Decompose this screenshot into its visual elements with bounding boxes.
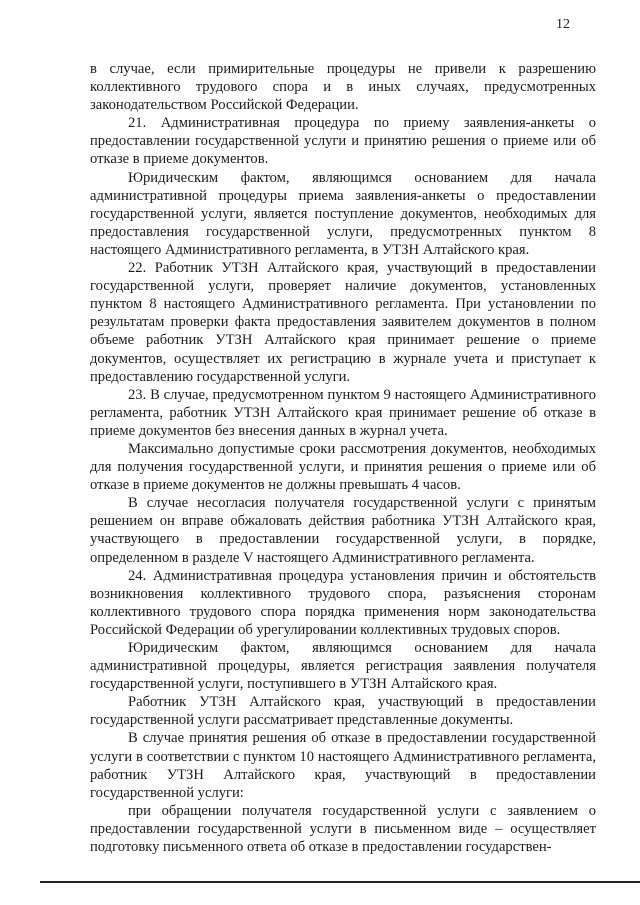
- paragraph: В случае принятия решения об отказе в предоставлении государственной услуги в соответствии с пунктом 10 настоящего Административного регламента, работник УТЗН Алтайского края, участвующий в предоставлении государственной услуги:: [90, 730, 596, 801]
- page-bottom-rule: [40, 881, 640, 883]
- paragraph: В случае несогласия получателя государственной услуги с принятым решением он вправе обжаловать действия работника УТЗН Алтайского края, участвующего в предоставлении государственной услуги, в порядке, определенном в разделе V настоящего Административного регламента.: [90, 495, 596, 566]
- paragraph: 21. Административная процедура по приему заявления-анкеты о предоставлении государственной услуги и принятию решения о приеме или об отказе в приеме документов.: [90, 115, 596, 168]
- paragraph: 22. Работник УТЗН Алтайского края, участвующий в предоставлении государственной услуги, проверяет наличие документов, установленных пунктом 8 настоящего Административного регламента. При установлении по результатам проверки факта предоставления заявителем документов в полном объеме работник УТЗН Алтайского края принимает решение о приеме документов, осуществляет их регистрацию в журнале учета и приступает к предоставлению государственной услуги.: [90, 260, 596, 385]
- paragraph: Максимально допустимые сроки рассмотрения документов, необходимых для получения государственной услуги, и принятия решения о приеме или об отказе в приеме документов не должны превышать 4 часов.: [90, 440, 596, 494]
- page-number: 12: [556, 17, 570, 32]
- paragraph: 23. В случае, предусмотренном пунктом 9 настоящего Административного регламента, работник УТЗН Алтайского края принимает решение об отказе в приеме документов без внесения данных в журнал учета.: [90, 386, 596, 439]
- paragraph: Юридическим фактом, являющимся основанием для начала административной процедуры, является регистрация заявления получателя государственной услуги, поступившего в УТЗН Алтайского края.: [90, 640, 596, 693]
- document-body: [90, 60, 596, 856]
- paragraph: в случае, если примирительные процедуры не привели к разрешению коллективного трудового спора и в иных случаях, предусмотренных законодательством Российской Федерации.: [90, 61, 596, 114]
- paragraph: при обращении получателя государственной услуги с заявлением о предоставлении государственной услуги в письменном виде – осуществляет подготовку письменного ответа об отказе в предоставлении государствен-: [90, 802, 596, 856]
- paragraph: Работник УТЗН Алтайского края, участвующий в предоставлении государственной услуги рассматривает представленные документы.: [90, 694, 596, 729]
- paragraph: Юридическим фактом, являющимся основанием для начала административной процедуры приема заявления-анкеты о предоставлении государственной услуги, является поступление документов, необходимых для предоставления государственной услуги, предусмотренных пунктом 8 настоящего Административного регламента, в УТЗН Алтайского края.: [90, 169, 596, 258]
- paragraph: 24. Административная процедура установления причин и обстоятельств возникновения коллективного трудового спора, разъяснения сторонам коллективного трудового спора порядка применения норм законодательства Российской Федерации об урегулировании коллективных трудовых споров.: [90, 567, 596, 638]
